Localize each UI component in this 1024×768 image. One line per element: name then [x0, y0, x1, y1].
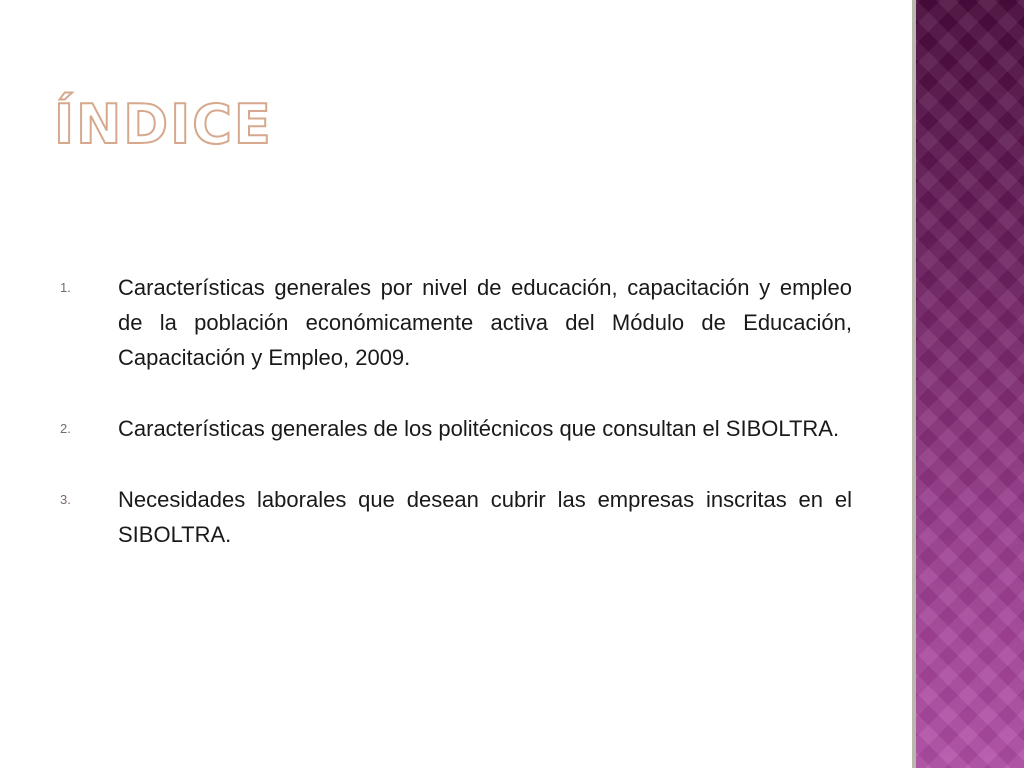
list-item-text: Características generales de los politécnicos que consultan el SIBOLTRA.: [118, 416, 840, 441]
list-item: [60, 482, 852, 552]
side-band-divider: [912, 0, 916, 768]
index-list: [60, 270, 852, 588]
list-item-number: 3.: [60, 492, 71, 507]
list-item: [60, 411, 852, 446]
list-item-text: Características generales por nivel de educación, capacitación y empleo de la población económicamente activa del Módulo de Educación, Capacitación y Empleo, 2009.: [118, 275, 852, 370]
list-item-number: 2.: [60, 421, 71, 436]
list-item: [60, 270, 852, 375]
decorative-side-band: [912, 0, 1024, 768]
list-item-number: 1.: [60, 280, 71, 295]
slide-title: ÍNDICE: [54, 93, 273, 156]
list-item-text: Necesidades laborales que desean cubrir las empresas inscritas en el SIBOLTRA.: [118, 487, 852, 547]
